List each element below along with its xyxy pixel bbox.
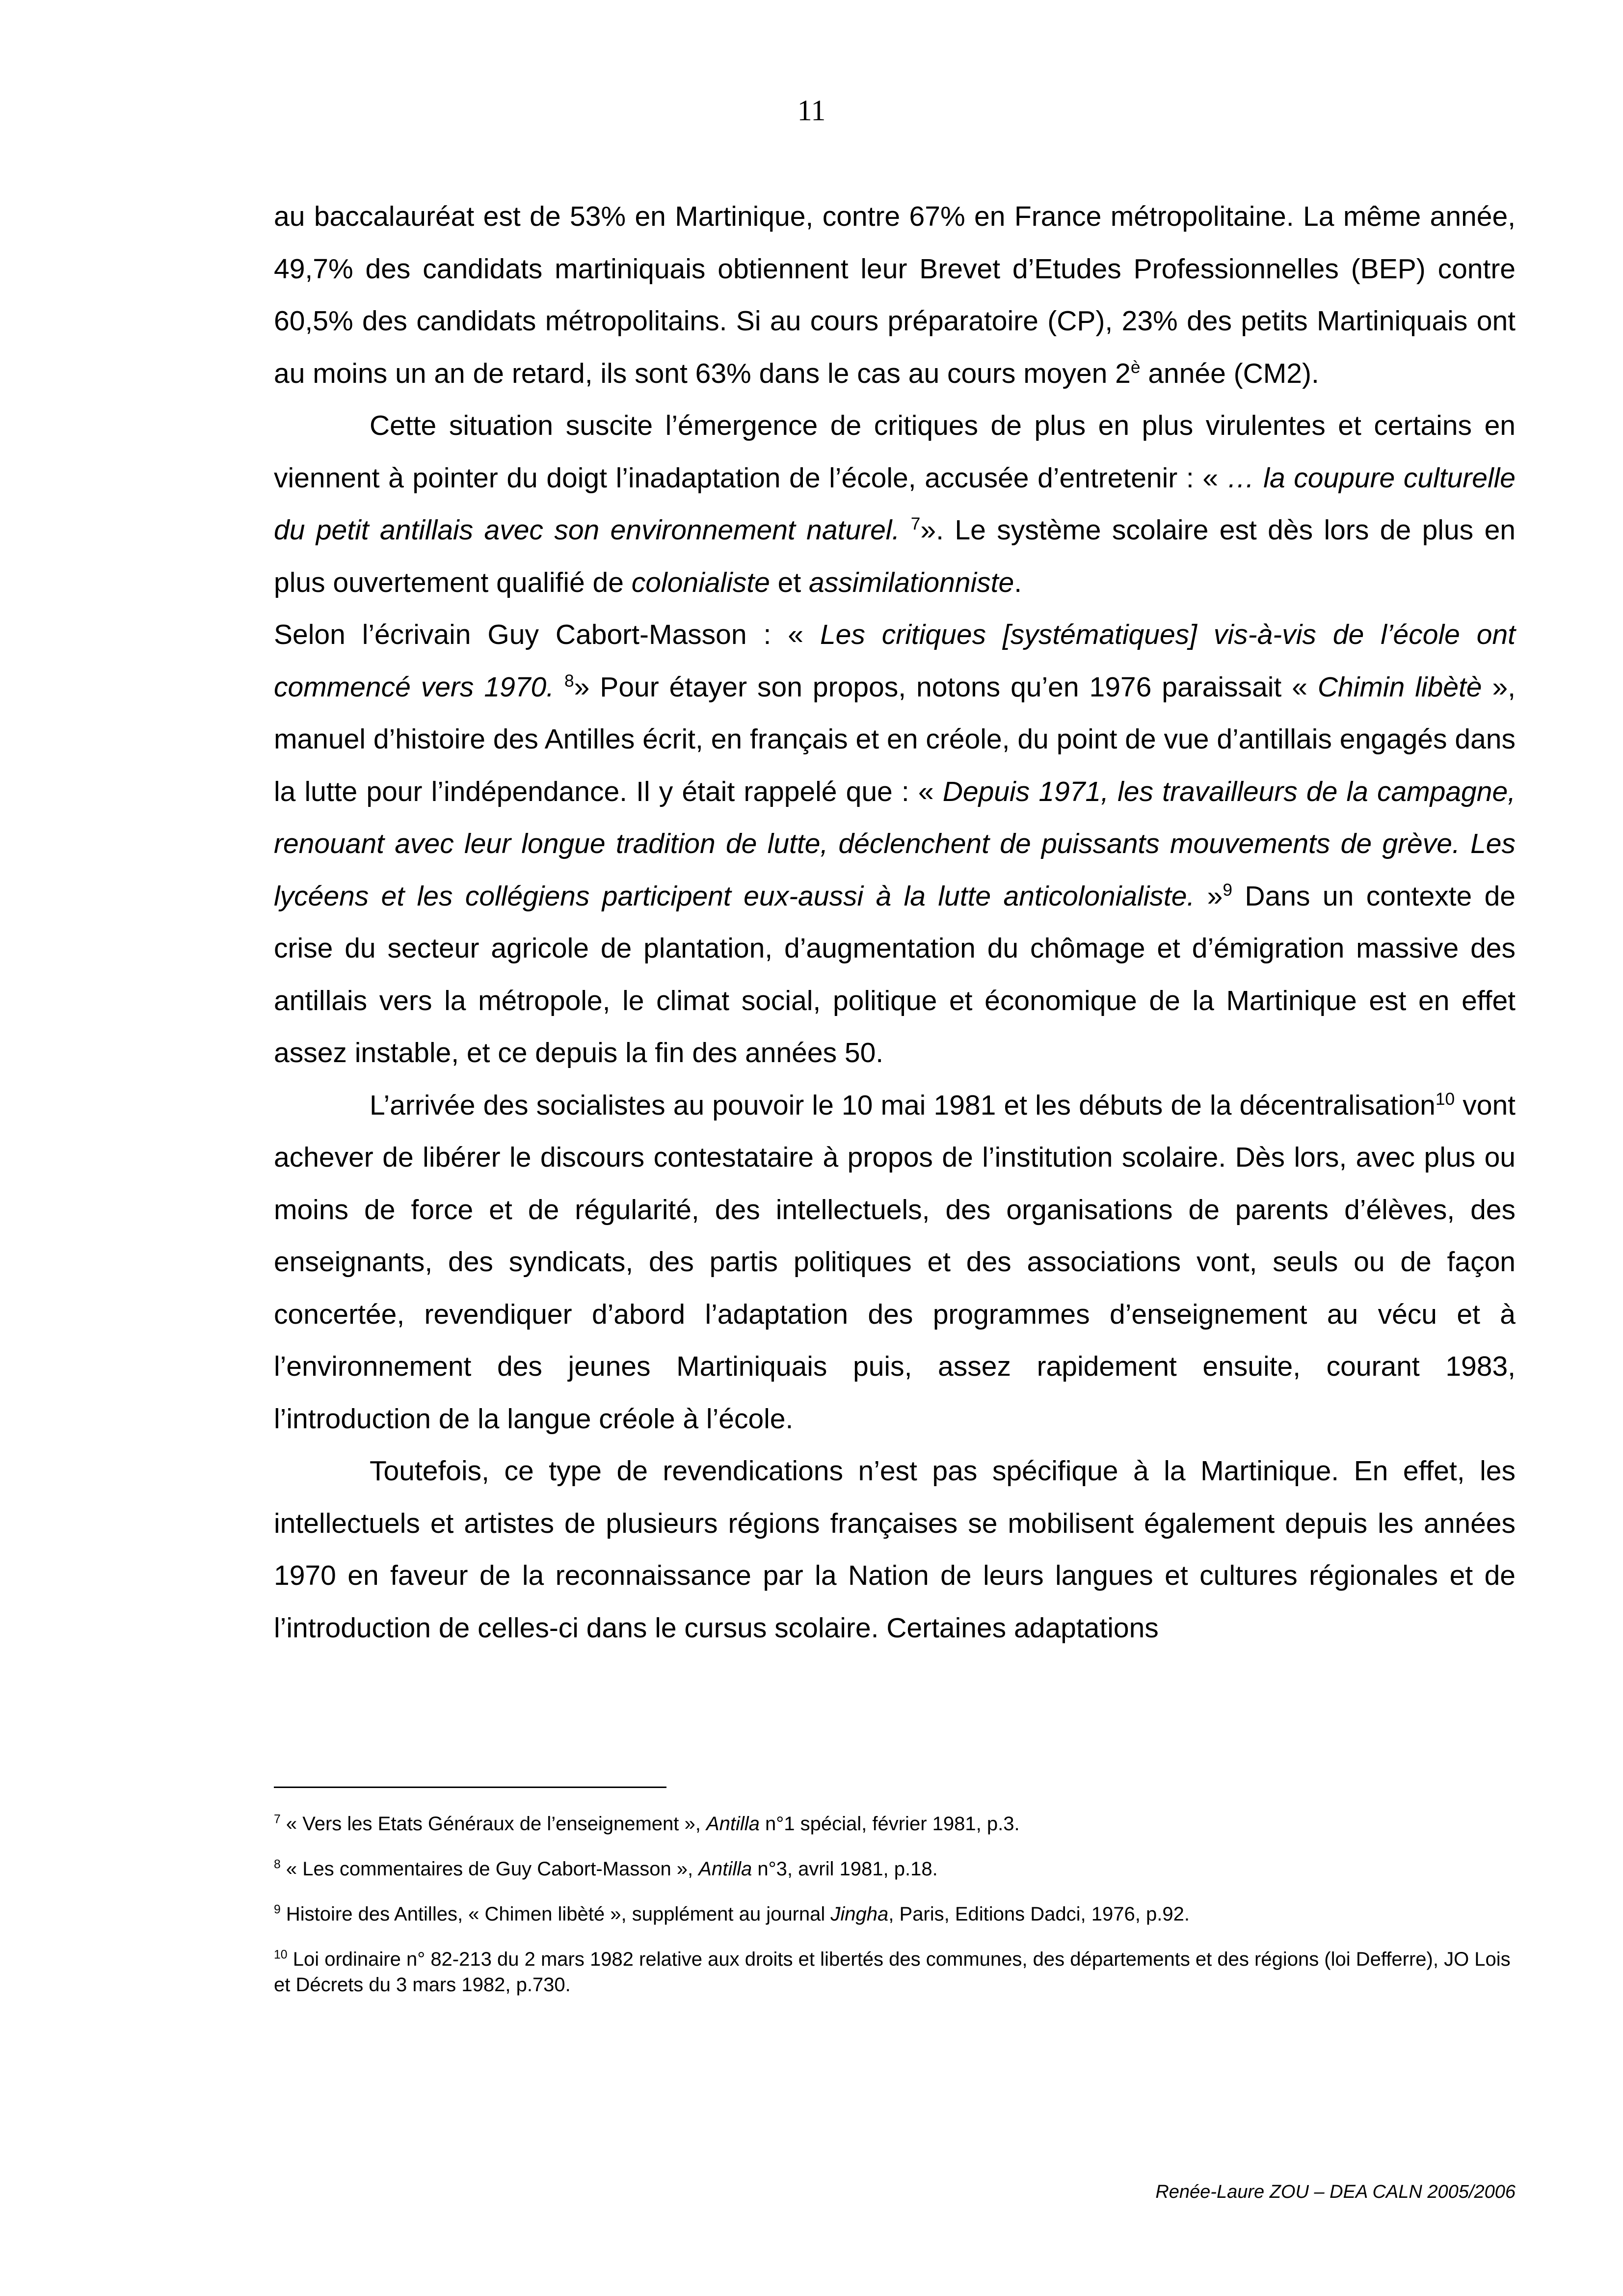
footnote-ref: è bbox=[1130, 357, 1141, 377]
text-run: », manuel d’histoire des Antilles écrit, en français et en créole, du point de vue d’antillais engagés dans la lutte pour l’indépendance. Il y était rappelé que : « bbox=[274, 671, 1516, 807]
text-run: » Pour étayer son propos, notons qu’en 1976 paraissait « bbox=[574, 671, 1318, 703]
running-footer: Renée-Laure ZOU – DEA CALN 2005/2006 bbox=[1155, 2182, 1516, 2202]
text-run: et bbox=[770, 566, 809, 598]
footnote-ref: 10 bbox=[274, 1948, 288, 1962]
footnote bbox=[274, 1947, 1516, 1998]
text-run: L’arrivée des socialistes au pouvoir le 10 mai 1981 et les débuts de la décentralisation bbox=[370, 1089, 1436, 1121]
text-run: Dans un contexte de crise du secteur agricole de plantation, d’augmentation du chômage et d’émigration massive des antillais vers la métropole, le climat social, politique et économique de la Martinique est en effet assez instable, et ce depuis la fin des années 50. bbox=[274, 880, 1516, 1068]
text-run: « Vers les Etats Généraux de l’enseignement », bbox=[280, 1813, 706, 1835]
italic-text: colonialiste bbox=[631, 566, 770, 598]
footnote bbox=[274, 1856, 1516, 1882]
italic-text: Antilla bbox=[706, 1813, 760, 1835]
footnote-ref: 8 bbox=[274, 1858, 281, 1871]
text-run: . bbox=[1014, 566, 1022, 598]
paragraph bbox=[274, 1445, 1516, 1654]
text-run: « Les commentaires de Guy Cabort-Masson », bbox=[280, 1858, 699, 1880]
text-run bbox=[554, 671, 564, 703]
text-run: n°3, avril 1981, p.18. bbox=[752, 1858, 938, 1880]
footnote-ref: 7 bbox=[274, 1813, 281, 1826]
paragraph bbox=[274, 1079, 1516, 1445]
text-run: n°1 spécial, février 1981, p.3. bbox=[759, 1813, 1020, 1835]
text-run: , Paris, Editions Dadci, 1976, p.92. bbox=[888, 1903, 1190, 1925]
footnote bbox=[274, 1811, 1516, 1837]
paragraph bbox=[274, 400, 1516, 609]
text-run: Histoire des Antilles, « Chimen libèté », supplément au journal bbox=[280, 1903, 831, 1925]
footnote-ref: 10 bbox=[1435, 1089, 1455, 1109]
text-run: vont achever de libérer le discours contestataire à propos de l’institution scolaire. Dès lors, avec plus ou moins de force et de régularité, des intellectuels, des organisations de parents d’élèves, des enseignants, des syndicats, des partis politiques et des associations vont, seuls ou de façon concertée, revendiquer d’abord l’adaptation des programmes d’enseignement au vécu et à l’environnement des jeunes Martiniquais puis, assez rapidement ensuite, courant 1983, l’introduction de la langue créole à l’école. bbox=[274, 1089, 1516, 1435]
text-run: Loi ordinaire n° 82-213 du 2 mars 1982 relative aux droits et libertés des communes, des départements et des régions (loi Defferre), JO Lois et Décrets du 3 mars 1982, p.730. bbox=[274, 1949, 1511, 1996]
text-run: Toutefois, ce type de revendications n’est pas spécifique à la Martinique. En effet, les intellectuels et artistes de plusieurs régions françaises se mobilisent également depuis les années 1970 en faveur de la reconnaissance par la Nation de leurs langues et cultures régionales et de l’introduction de celles-ci dans le cursus scolaire. Certaines adaptations bbox=[274, 1455, 1516, 1644]
text-run: Cette situation suscite l’émergence de critiques de plus en plus virulentes et certains en viennent à pointer du doigt l’inadaptation de l’école, accusée d’entretenir : « bbox=[274, 410, 1516, 494]
footnote-separator bbox=[274, 1787, 666, 1788]
text-run: année (CM2). bbox=[1140, 357, 1319, 389]
text-run: au baccalauréat est de 53% en Martinique, contre 67% en France métropolitaine. La même année, 49,7% des candidats martiniquais obtiennent leur Brevet d’Etudes Professionnelles (BEP) contre 60,5% des candidats métropolitains. Si au cours préparatoire (CP), 23% des petits Martiniquais ont au moins un an de retard, ils sont 63% dans le cas au cours moyen 2 bbox=[274, 201, 1516, 389]
paragraph bbox=[274, 609, 1516, 1079]
body-text bbox=[274, 190, 1516, 1654]
text-run: ». Le système scolaire est dès lors de plus en plus ouvertement qualifié de bbox=[274, 514, 1516, 598]
italic-text: Les critiques [systématiques] vis-à-vis de l’école ont commencé vers 1970. bbox=[274, 619, 1516, 703]
italic-text: Jingha bbox=[830, 1903, 889, 1925]
footnote-ref: 8 bbox=[564, 671, 574, 691]
italic-text: Antilla bbox=[698, 1858, 752, 1880]
footnote-ref: 7 bbox=[910, 514, 921, 534]
text-run: » bbox=[1195, 880, 1223, 912]
italic-text: Depuis 1971, les travailleurs de la campagne, renouant avec leur longue tradition de lutte, déclenchent de puissants mouvements de grève. Les lycéens et les collégiens participent eux-aussi à la lutte anticolonialiste. bbox=[274, 775, 1516, 912]
italic-text: Chimin libètè bbox=[1317, 671, 1482, 703]
footnote-ref: 9 bbox=[274, 1903, 281, 1917]
page-number: 11 bbox=[797, 94, 826, 127]
italic-text: assimilationniste bbox=[809, 566, 1014, 598]
footnotes bbox=[274, 1811, 1516, 2017]
text-run: Selon l’écrivain Guy Cabort-Masson : « bbox=[274, 619, 820, 650]
paragraph bbox=[274, 190, 1516, 400]
italic-text: … la coupure culturelle du petit antillais avec son environnement naturel. bbox=[274, 462, 1516, 546]
footnote-ref: 9 bbox=[1223, 880, 1233, 900]
text-run bbox=[900, 514, 910, 546]
footnote bbox=[274, 1901, 1516, 1927]
